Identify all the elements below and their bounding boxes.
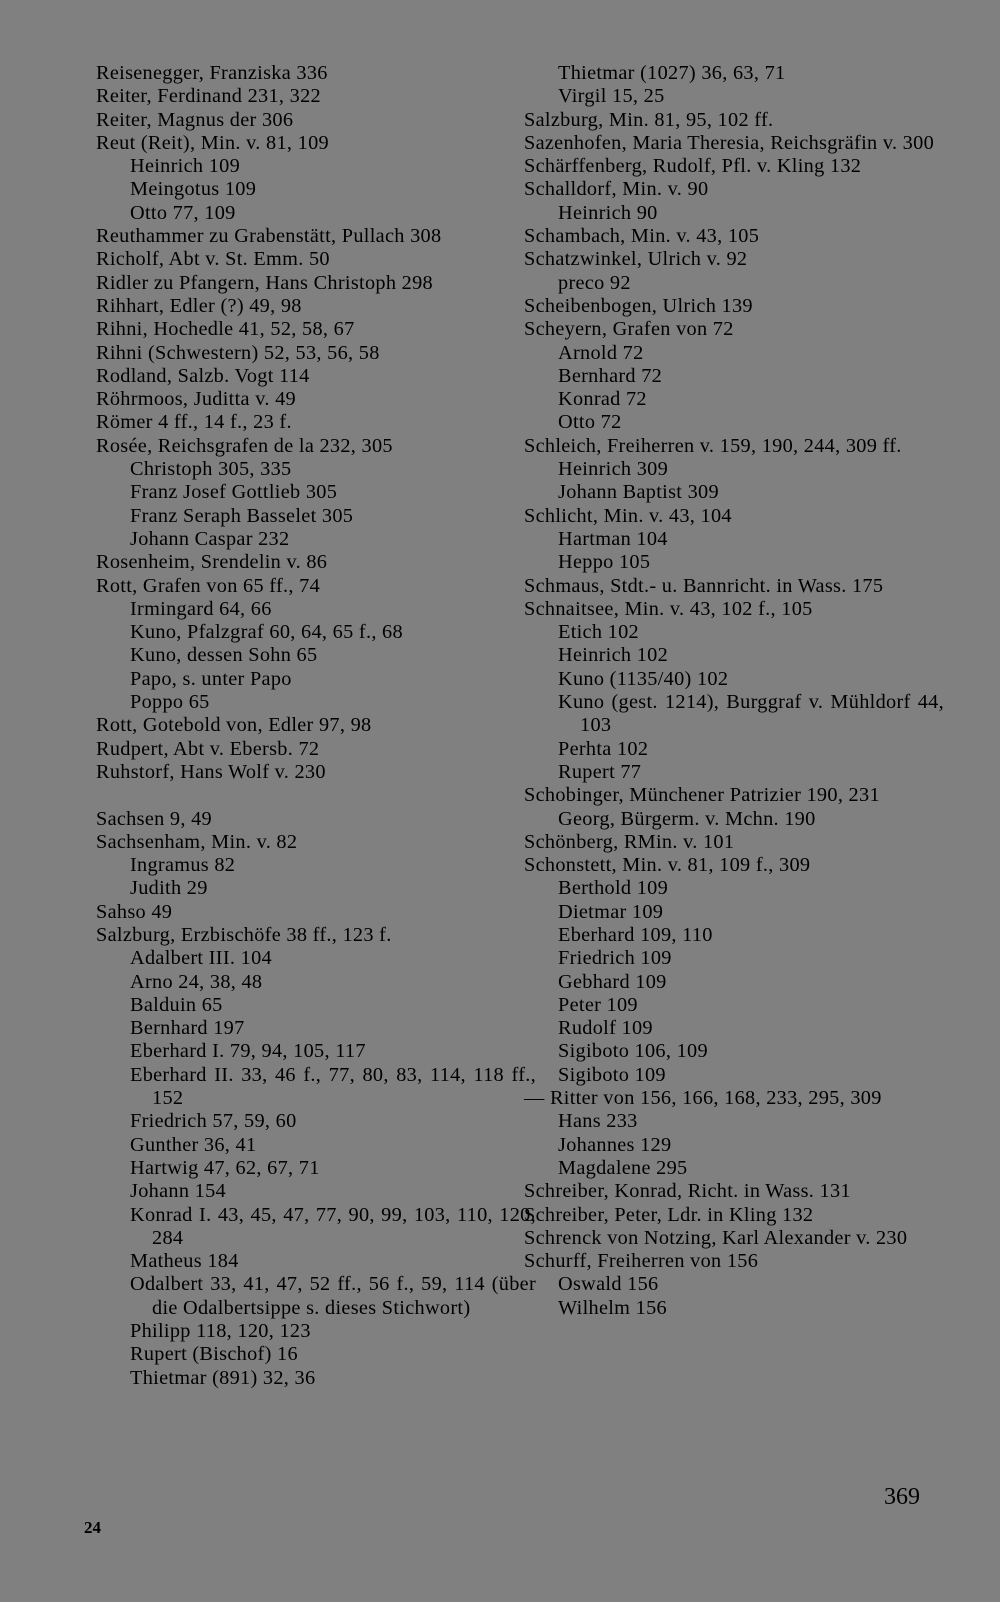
index-column-left <box>96 62 536 1390</box>
index-subentry: preco 92 <box>558 271 631 294</box>
index-subentry: Arno 24, 38, 48 <box>130 970 263 993</box>
index-subentry: Poppo 65 <box>130 691 210 714</box>
index-subentry: Konrad I. 43, 45, 47, 77, 90, 99, 103, 110, 120, 284 <box>130 1203 536 1249</box>
index-entry: Schlicht, Min. v. 43, 104 <box>524 504 732 527</box>
index-entry: — Ritter von 156, 166, 168, 233, 295, 309 <box>524 1087 882 1110</box>
index-entry: Salzburg, Erzbischöfe 38 ff., 123 f. <box>96 923 392 946</box>
index-subentry: Johann Caspar 232 <box>130 527 290 550</box>
index-entry: Reut (Reit), Min. v. 81, 109 <box>96 131 329 154</box>
index-subentry: Wilhelm 156 <box>558 1296 667 1319</box>
index-subentry: Etich 102 <box>558 621 639 644</box>
index-subentry: Virgil 15, 25 <box>558 85 665 108</box>
index-subentry: Judith 29 <box>130 877 208 900</box>
index-subentry: Konrad 72 <box>558 388 647 411</box>
index-subentry: Eberhard 109, 110 <box>558 923 713 946</box>
index-subentry: Georg, Bürgerm. v. Mchn. 190 <box>558 807 816 830</box>
index-entry: Ridler zu Pfangern, Hans Christoph 298 <box>96 271 433 294</box>
index-entry: Scheibenbogen, Ulrich 139 <box>524 294 753 317</box>
index-entry: Schärffenberg, Rudolf, Pfl. v. Kling 132 <box>524 155 862 178</box>
index-subentry: Rudolf 109 <box>558 1017 653 1040</box>
index-entry: Rodland, Salzb. Vogt 114 <box>96 364 310 387</box>
index-subentry: Bernhard 197 <box>130 1017 245 1040</box>
index-entry: Sachsenham, Min. v. 82 <box>96 830 298 853</box>
index-entry: Schrenck von Notzing, Karl Alexander v. 230 <box>524 1226 908 1249</box>
index-subentry: Heppo 105 <box>558 551 651 574</box>
index-subentry: Papo, s. unter Papo <box>130 667 292 690</box>
index-subentry: Christoph 305, 335 <box>130 458 292 481</box>
index-entry: Reisenegger, Franziska 336 <box>96 62 328 84</box>
index-entry: Reiter, Ferdinand 231, 322 <box>96 85 321 108</box>
index-entry: Schatzwinkel, Ulrich v. 92 <box>524 248 748 271</box>
index-entry: Schurff, Freiherren von 156 <box>524 1250 759 1273</box>
index-subentry: Otto 77, 109 <box>130 201 236 224</box>
index-entry: Scheyern, Grafen von 72 <box>524 318 734 341</box>
index-entry: Sahso 49 <box>96 900 173 923</box>
index-entry: Ruhstorf, Hans Wolf v. 230 <box>96 760 326 783</box>
index-subentry: Johannes 129 <box>558 1133 672 1156</box>
index-entry: Römer 4 ff., 14 f., 23 f. <box>96 411 292 434</box>
index-subentry: Hans 233 <box>558 1110 638 1133</box>
index-subentry: Eberhard I. 79, 94, 105, 117 <box>130 1040 366 1063</box>
index-subentry: Johann Baptist 309 <box>558 481 719 504</box>
index-subentry: Franz Josef Gottlieb 305 <box>130 481 338 504</box>
index-subentry: Hartwig 47, 62, 67, 71 <box>130 1156 320 1179</box>
index-subentry: Thietmar (1027) 36, 63, 71 <box>558 62 786 84</box>
index-entry: Rott, Grafen von 65 ff., 74 <box>96 574 321 597</box>
index-entry: Schalldorf, Min. v. 90 <box>524 178 709 201</box>
index-subentry: Gebhard 109 <box>558 970 667 993</box>
index-subentry: Heinrich 309 <box>558 458 669 481</box>
index-subentry: Hartman 104 <box>558 527 668 550</box>
index-subentry: Kuno (1135/40) 102 <box>558 667 729 690</box>
index-subentry: Sigiboto 109 <box>558 1063 666 1086</box>
index-entry: Schambach, Min. v. 43, 105 <box>524 225 760 248</box>
index-subentry: Meingotus 109 <box>130 178 257 201</box>
index-entry: Schmaus, Stdt.- u. Bannricht. in Wass. 175 <box>524 574 884 597</box>
index-subentry: Kuno, Pfalzgraf 60, 64, 65 f., 68 <box>130 621 403 644</box>
index-entry: Rott, Gotebold von, Edler 97, 98 <box>96 714 372 737</box>
index-entry: Reuthammer zu Grabenstätt, Pullach 308 <box>96 225 442 248</box>
index-subentry: Sigiboto 106, 109 <box>558 1040 708 1063</box>
index-entry: Rudpert, Abt v. Ebersb. 72 <box>96 737 320 760</box>
index-entry: Rosenheim, Srendelin v. 86 <box>96 551 328 574</box>
index-subentry: Arnold 72 <box>558 341 644 364</box>
index-entry: Schreiber, Konrad, Richt. in Wass. 131 <box>524 1180 851 1203</box>
index-entry: Rihni (Schwestern) 52, 53, 56, 58 <box>96 341 380 364</box>
index-subentry: Thietmar (891) 32, 36 <box>130 1366 316 1389</box>
index-entry: Schleich, Freiherren v. 159, 190, 244, 309 ff. <box>524 434 902 457</box>
index-subentry: Ingramus 82 <box>130 854 236 877</box>
index-subentry: Irmingard 64, 66 <box>130 597 272 620</box>
index-entry: Schreiber, Peter, Ldr. in Kling 132 <box>524 1203 814 1226</box>
index-entry: Reiter, Magnus der 306 <box>96 108 294 131</box>
index-subentry: Gunther 36, 41 <box>130 1133 257 1156</box>
index-subentry: Bernhard 72 <box>558 364 663 387</box>
index-subentry: Adalbert III. 104 <box>130 947 272 970</box>
index-entry: Sachsen 9, 49 <box>96 807 212 830</box>
index-entry: Schönberg, RMin. v. 101 <box>524 830 735 853</box>
index-subentry: Matheus 184 <box>130 1250 239 1273</box>
index-subentry: Philipp 118, 120, 123 <box>130 1320 311 1343</box>
index-subentry: Odalbert 33, 41, 47, 52 ff., 56 f., 59, 114 (über die Odalbertsippe s. dieses Stichwort) <box>130 1273 536 1319</box>
index-entry: Schobinger, Münchener Patrizier 190, 231 <box>524 784 880 807</box>
index-entry: Salzburg, Min. 81, 95, 102 ff. <box>524 108 774 131</box>
index-subentry: Peter 109 <box>558 993 638 1016</box>
section-gap <box>96 784 536 807</box>
index-entry: Sazenhofen, Maria Theresia, Reichsgräfin v. 300 <box>524 131 935 154</box>
index-entry: Schnaitsee, Min. v. 43, 102 f., 105 <box>524 597 813 620</box>
index-subentry: Magdalene 295 <box>558 1156 688 1179</box>
index-entry: Röhrmoos, Juditta v. 49 <box>96 388 296 411</box>
index-subentry: Dietmar 109 <box>558 900 664 923</box>
index-entry: Schonstett, Min. v. 81, 109 f., 309 <box>524 854 811 877</box>
index-column-right <box>524 62 944 1320</box>
index-subentry: Johann 154 <box>130 1180 226 1203</box>
index-subentry: Friedrich 57, 59, 60 <box>130 1110 297 1133</box>
index-subentry: Otto 72 <box>558 411 622 434</box>
index-subentry: Kuno (gest. 1214), Burggraf v. Mühldorf 44, 103 <box>558 691 944 737</box>
index-entry: Rihhart, Edler (?) 49, 98 <box>96 294 302 317</box>
index-subentry: Berthold 109 <box>558 877 669 900</box>
index-subentry: Balduin 65 <box>130 993 223 1016</box>
index-subentry: Oswald 156 <box>558 1273 659 1296</box>
index-subentry: Heinrich 90 <box>558 201 658 224</box>
index-subentry: Rupert (Bischof) 16 <box>130 1343 298 1366</box>
index-subentry: Heinrich 102 <box>558 644 669 667</box>
index-subentry: Heinrich 109 <box>130 155 241 178</box>
index-subentry: Rupert 77 <box>558 760 642 783</box>
index-subentry: Friedrich 109 <box>558 947 672 970</box>
index-subentry: Perhta 102 <box>558 737 649 760</box>
index-entry: Rosée, Reichsgrafen de la 232, 305 <box>96 434 393 457</box>
index-subentry: Kuno, dessen Sohn 65 <box>130 644 318 667</box>
page-number: 369 <box>884 1484 920 1510</box>
signature-mark: 24 <box>84 1518 101 1537</box>
index-entry: Rihni, Hochedle 41, 52, 58, 67 <box>96 318 355 341</box>
index-subentry: Eberhard II. 33, 46 f., 77, 80, 83, 114, 118 ff., 152 <box>130 1063 536 1110</box>
index-entry: Richolf, Abt v. St. Emm. 50 <box>96 248 330 271</box>
index-subentry: Franz Seraph Basselet 305 <box>130 504 354 527</box>
